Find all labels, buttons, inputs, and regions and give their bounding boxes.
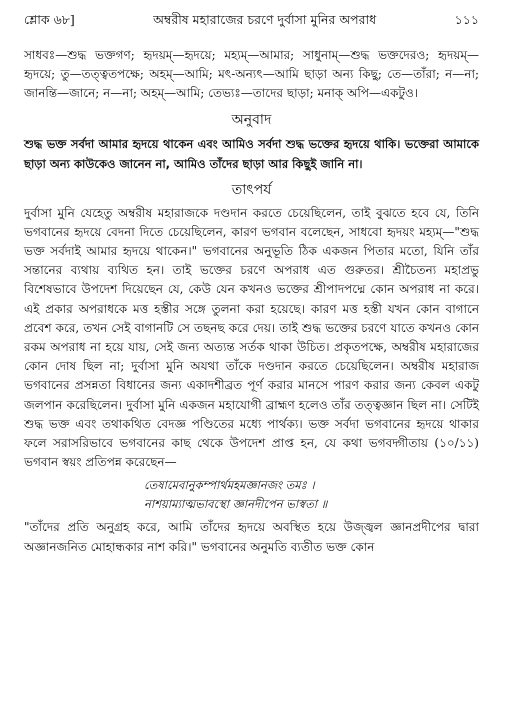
- sanskrit-verse: [144, 476, 479, 514]
- verse-translation-quote: "তাঁদের প্রতি অনুগ্রহ করে, আমি তাঁদের হৃদয়ে অবস্থিত হয়ে উজ্জ্বল জ্ঞানপ্রদীপের দ্বারা অজ্ঞানজনিত মোহান্ধকার নাশ করি।" ভগবানের অনুমতি ব্যতীত ভক্ত কোন: [24, 520, 479, 554]
- synonyms-paragraph: সাধবঃ—শুদ্ধ ভক্তগণ; হৃদয়ম্—হৃদয়ে; মহ্যম্—আমার; সাধুনাম্—শুদ্ধ ভক্তদেরও; হৃদয়ম্—হৃদয়ে; তু—তত্ত্বতপক্ষে; অহম্—আমি; মৎ-অন্যৎ—আমি ছাড়া অন্য কিছু; তে—তাঁরা; ন—না; জানন্তি—জানে; ন—না; অহম্—আমি; তেভ্যঃ—তাদের ছাড়া; মনাক্ অপি—একটুও।: [24, 48, 479, 101]
- purport-heading: তাৎপর্য: [231, 181, 272, 198]
- verse-reference: শ্লোক ৬৮]: [24, 12, 75, 27]
- page-number: ১১১: [454, 12, 479, 27]
- translation-heading: অনুবাদ: [231, 111, 272, 128]
- verse-line-1: তেষামেবানুকম্পার্থমহমজ্ঞানজং তমঃ ।: [144, 478, 315, 493]
- chapter-title: অম্বরীষ মহারাজের চরণে দুর্বাসা মুনির অপরাধ: [153, 12, 377, 27]
- verse-line-2: নাশয়াম্যাত্মভাবস্থো জ্ঞানদীপেন ভাস্বতা ॥: [144, 497, 328, 512]
- purport-paragraph: দুর্বাসা মুনি যেহেতু অম্বরীষ মহারাজকে দণ্ডদান করতে চেয়েছিলেন, তাই বুঝতে হবে যে, তিনি ভগবানের হৃদয়ে বেদনা দিতে চেয়েছিলেন, কারণ ভগবান বলেছেন, সাধবো হৃদয়ং মহ্যম্—"শুদ্ধ ভক্ত সর্বদাই আমার হৃদয়ে থাকেন।" ভগবানের অনুভূতি ঠিক একজন পিতার মতো, যিনি তাঁর সন্তানের ব্যথায় ব্যথিত হন। তাই ভক্তের চরণে অপরাধ এত গুরুতর। শ্রীচৈতন্য মহাপ্রভু বিশেষভাবে উপদেশ দিয়েছেন যে, কেউ যেন কখনও ভক্তের শ্রীপাদপদ্মে কোন অপরাধ না করে। এই প্রকার অপরাধকে মত্ত হস্তীর সঙ্গে তুলনা করা হয়েছে। কারণ মত্ত হস্তী যখন কোন বাগানে প্রবেশ করে, তখন সেই বাগানটি সে তছনছ করে দেয়। তাই শুদ্ধ ভক্তের চরণে যাতে কখনও কোন রকম অপরাধ না হয়ে যায়, সেই জন্য অত্যন্ত সর্তক থাকা উচিত। প্রকৃতপক্ষে, অম্বরীষ মহারাজের কোন দোষ ছিল না; দুর্বাসা মুনি অযথা তাঁকে দণ্ডদান করতে চেয়েছিলেন। অম্বরীষ মহারাজ ভগবানের প্রসন্নতা বিধানের জন্য একাদশীব্রত পূর্ণ করার মানসে পারণ করার জন্য কেবল একটু জলপান করেছিলেন। দুর্বাসা মুনি একজন মহাযোগী ব্রাহ্মণ হলেও তাঁর তত্ত্বজ্ঞান ছিল না। সেটিই শুদ্ধ ভক্ত এবং তথাকথিত বেদজ্ঞ পণ্ডিতের মধ্যে পার্থক্য। ভক্ত সর্বদা ভগবানের হৃদয়ে থাকার ফলে সরাসরিভাবে ভগবানের কাছ থেকে উপদেশ প্রাপ্ত হন, যে কথা ভগবদ্গীতায় (১০/১১) ভগবান স্বয়ং প্রতিপন্ন করেছেন—: [24, 205, 479, 470]
- translation-paragraph: শুদ্ধ ভক্ত সর্বদা আমার হৃদয়ে থাকেন এবং আমিও সর্বদা শুদ্ধ ভক্তের হৃদয়ে থাকি। ভক্তেরা আমাকে ছাড়া অন্য কাউকেও জানেন না, আমিও তাঁদের ছাড়া আর কিছুই জানি না।: [24, 136, 479, 171]
- page-header: [24, 0, 479, 40]
